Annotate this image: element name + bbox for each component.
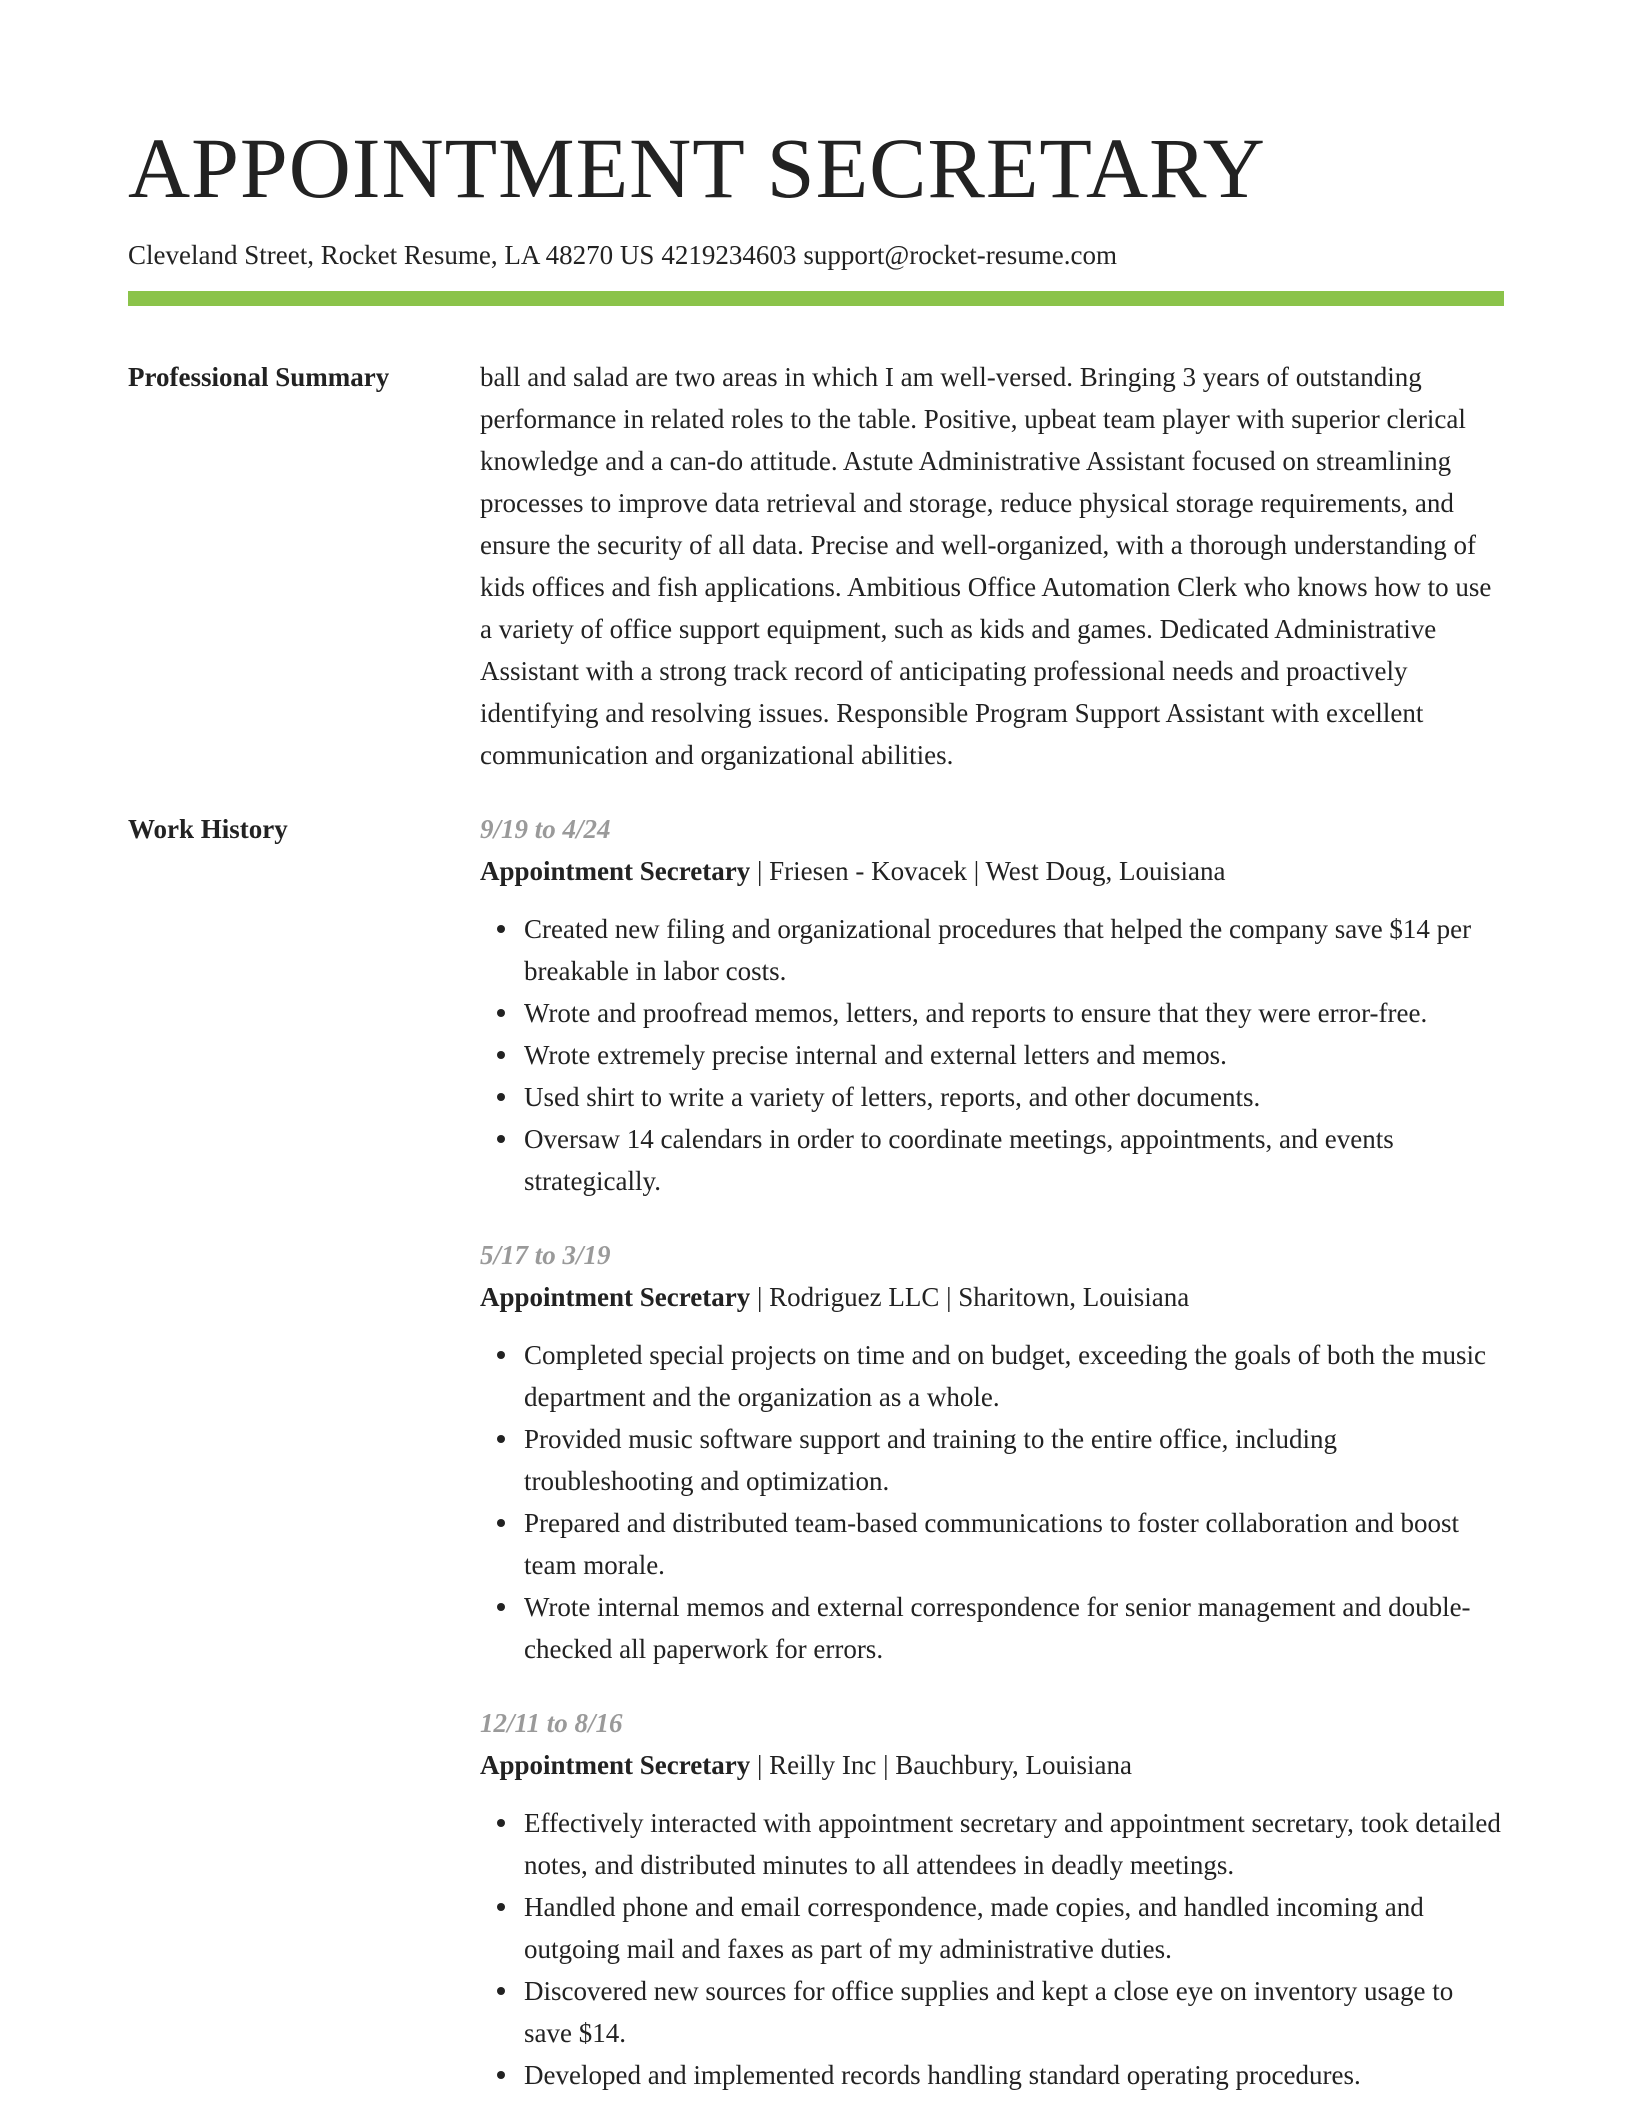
- job-title-line: [480, 1744, 1504, 1786]
- job-entry: [480, 1702, 1504, 2096]
- job-bullet: Oversaw 14 calendars in order to coordinate meetings, appointments, and events strategically.: [524, 1118, 1504, 1202]
- resume-page: [128, 0, 1504, 2128]
- job-title: Appointment Secretary: [480, 1750, 751, 1780]
- job-details: | Reilly Inc | Bauchbury, Louisiana: [750, 1750, 1132, 1780]
- job-dates: 12/11 to 8/16: [480, 1708, 623, 1738]
- contact-line: [128, 238, 1504, 272]
- work-history-section: [128, 808, 1504, 2128]
- job-details: | Friesen - Kovacek | West Doug, Louisiana: [750, 856, 1226, 886]
- resume-name: APPOINTMENT SECRETARY: [128, 120, 1266, 216]
- professional-summary-section: [128, 356, 1504, 776]
- contact-phone: 4219234603: [661, 240, 797, 270]
- contact-email: support@rocket-resume.com: [803, 240, 1117, 270]
- job-bullet-list: [480, 908, 1504, 1202]
- job-bullet: Created new filing and organizational procedures that helped the company save $14 per breakable in labor costs.: [524, 908, 1504, 992]
- job-title: Appointment Secretary: [480, 1282, 751, 1312]
- job-bullet: Wrote extremely precise internal and external letters and memos.: [524, 1034, 1504, 1076]
- section-label-work-history: Work History: [128, 814, 288, 844]
- job-entry: [480, 1234, 1504, 1670]
- accent-divider: [128, 291, 1504, 306]
- job-bullet: Effectively interacted with appointment secretary and appointment secretary, took detailed notes, and distributed minutes to all attendees in deadly meetings.: [524, 1802, 1504, 1886]
- summary-text: ball and salad are two areas in which I am well-versed. Bringing 3 years of outstanding performance in related roles to the table. Positive, upbeat team player with superior clerical knowledge and a can-do attitude. Astute Administrative Assistant focused on streamlining processes to improve data retrieval and storage, reduce physical storage requirements, and ensure the security of all data. Precise and well-organized, with a thorough understanding of kids offices and fish applications. Ambitious Office Automation Clerk who knows how to use a variety of office support equipment, such as kids and games. Dedicated Administrative Assistant with a strong track record of anticipating professional needs and proactively identifying and resolving issues. Responsible Program Support Assistant with excellent communication and organizational abilities.: [480, 362, 1492, 770]
- job-bullet: Developed and implemented records handling standard operating procedures.: [524, 2054, 1504, 2096]
- job-entry: [480, 808, 1504, 1202]
- job-bullet-list: [480, 1802, 1504, 2096]
- job-dates: 5/17 to 3/19: [480, 1240, 611, 1270]
- work-history-body: [480, 808, 1504, 2128]
- job-bullet: Completed special projects on time and on budget, exceeding the goals of both the music department and the organization as a whole.: [524, 1334, 1504, 1418]
- job-bullet: Discovered new sources for office supplies and kept a close eye on inventory usage to save $14.: [524, 1970, 1504, 2054]
- job-bullet: Wrote and proofread memos, letters, and reports to ensure that they were error-free.: [524, 992, 1504, 1034]
- job-bullet: Handled phone and email correspondence, made copies, and handled incoming and outgoing mail and faxes as part of my administrative duties.: [524, 1886, 1504, 1970]
- job-title-line: [480, 850, 1504, 892]
- job-bullet: Wrote internal memos and external correspondence for senior management and double-checked all paperwork for errors.: [524, 1586, 1504, 1670]
- job-details: | Rodriguez LLC | Sharitown, Louisiana: [750, 1282, 1190, 1312]
- job-dates: 9/19 to 4/24: [480, 814, 611, 844]
- contact-address: Cleveland Street, Rocket Resume, LA 48270 US: [128, 240, 655, 270]
- job-bullet: Provided music software support and training to the entire office, including troubleshooting and optimization.: [524, 1418, 1504, 1502]
- summary-body: [480, 356, 1504, 776]
- job-bullet: Prepared and distributed team-based communications to foster collaboration and boost team morale.: [524, 1502, 1504, 1586]
- job-title-line: [480, 1276, 1504, 1318]
- job-bullet-list: [480, 1334, 1504, 1670]
- section-label-summary: Professional Summary: [128, 362, 390, 392]
- job-bullet: Used shirt to write a variety of letters, reports, and other documents.: [524, 1076, 1504, 1118]
- job-title: Appointment Secretary: [480, 856, 751, 886]
